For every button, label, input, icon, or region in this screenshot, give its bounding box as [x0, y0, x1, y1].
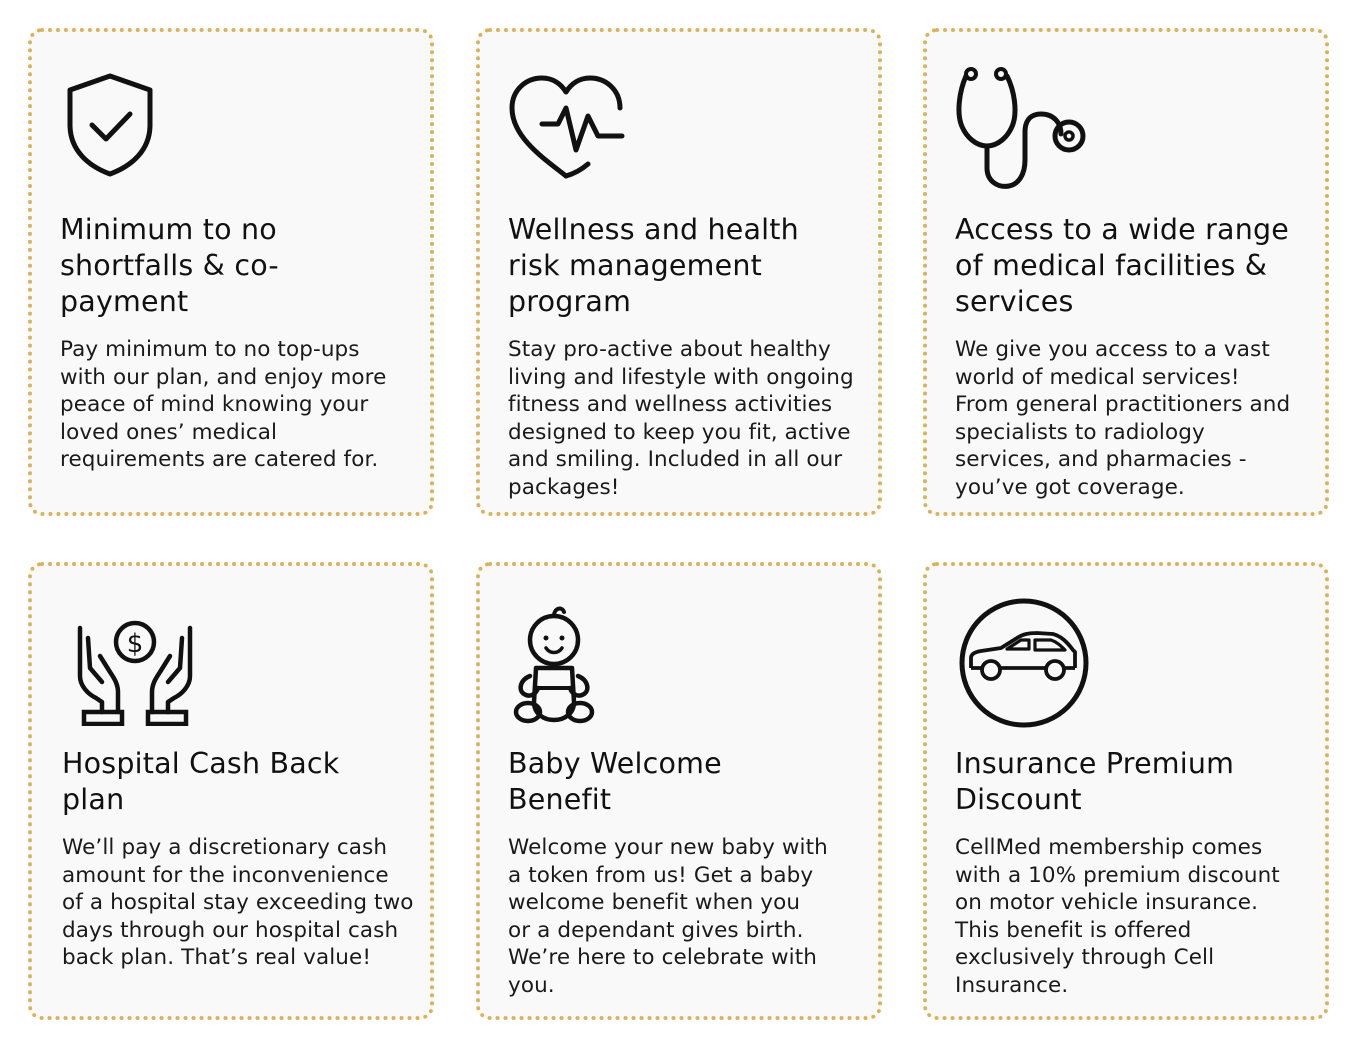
card-title: Insurance Premium Discount — [955, 747, 1235, 816]
benefit-card-shortfalls — [28, 28, 434, 516]
card-title: Baby Welcome Benefit — [508, 747, 722, 816]
benefit-card-cash-back — [28, 562, 434, 1020]
card-body: Pay minimum to no top-ups with our plan, and enjoy more peace of mind knowing your loved ones’ medical requirements are catered for. — [60, 337, 387, 473]
card-body: Stay pro-active about healthy living and lifestyle with ongoing fitness and wellness activities designed to keep you fit, active and smiling. Included in all our packages! — [508, 337, 854, 500]
benefit-card-medical-access — [923, 28, 1329, 516]
card-body: We give you access to a vast world of medical services! From general practitioners and specialists to radiology services, and pharmacies - you’ve got coverage. — [955, 337, 1291, 500]
card-title: Minimum to no shortfalls & co-payment — [60, 213, 279, 318]
car-icon — [957, 596, 1091, 730]
card-body: CellMed membership comes with a 10% premium discount on motor vehicle insurance. This benefit is offered exclusively through Cell Insurance. — [955, 835, 1280, 998]
benefit-card-premium-discount — [923, 562, 1329, 1020]
benefit-card-baby-welcome — [476, 562, 882, 1020]
card-body: We’ll pay a discretionary cash amount for the inconvenience of a hospital stay exceeding two days through our hospital cash back plan. That’s real value! — [62, 835, 414, 971]
stethoscope-icon — [953, 62, 1089, 192]
heart-pulse-icon — [506, 72, 626, 182]
card-title: Hospital Cash Back plan — [62, 747, 340, 816]
baby-icon — [512, 602, 596, 726]
card-title: Access to a wide range of medical facilities & services — [955, 213, 1290, 318]
card-title: Wellness and health risk management program — [508, 213, 799, 318]
hands-coin-icon — [72, 612, 198, 726]
benefit-card-wellness — [476, 28, 882, 516]
svg-text:$: $ — [126, 629, 144, 659]
card-body: Welcome your new baby with a token from us! Get a baby welcome benefit when you or a dependant gives birth. We’re here to celebrate with you. — [508, 835, 828, 998]
shield-check-icon — [62, 70, 158, 180]
